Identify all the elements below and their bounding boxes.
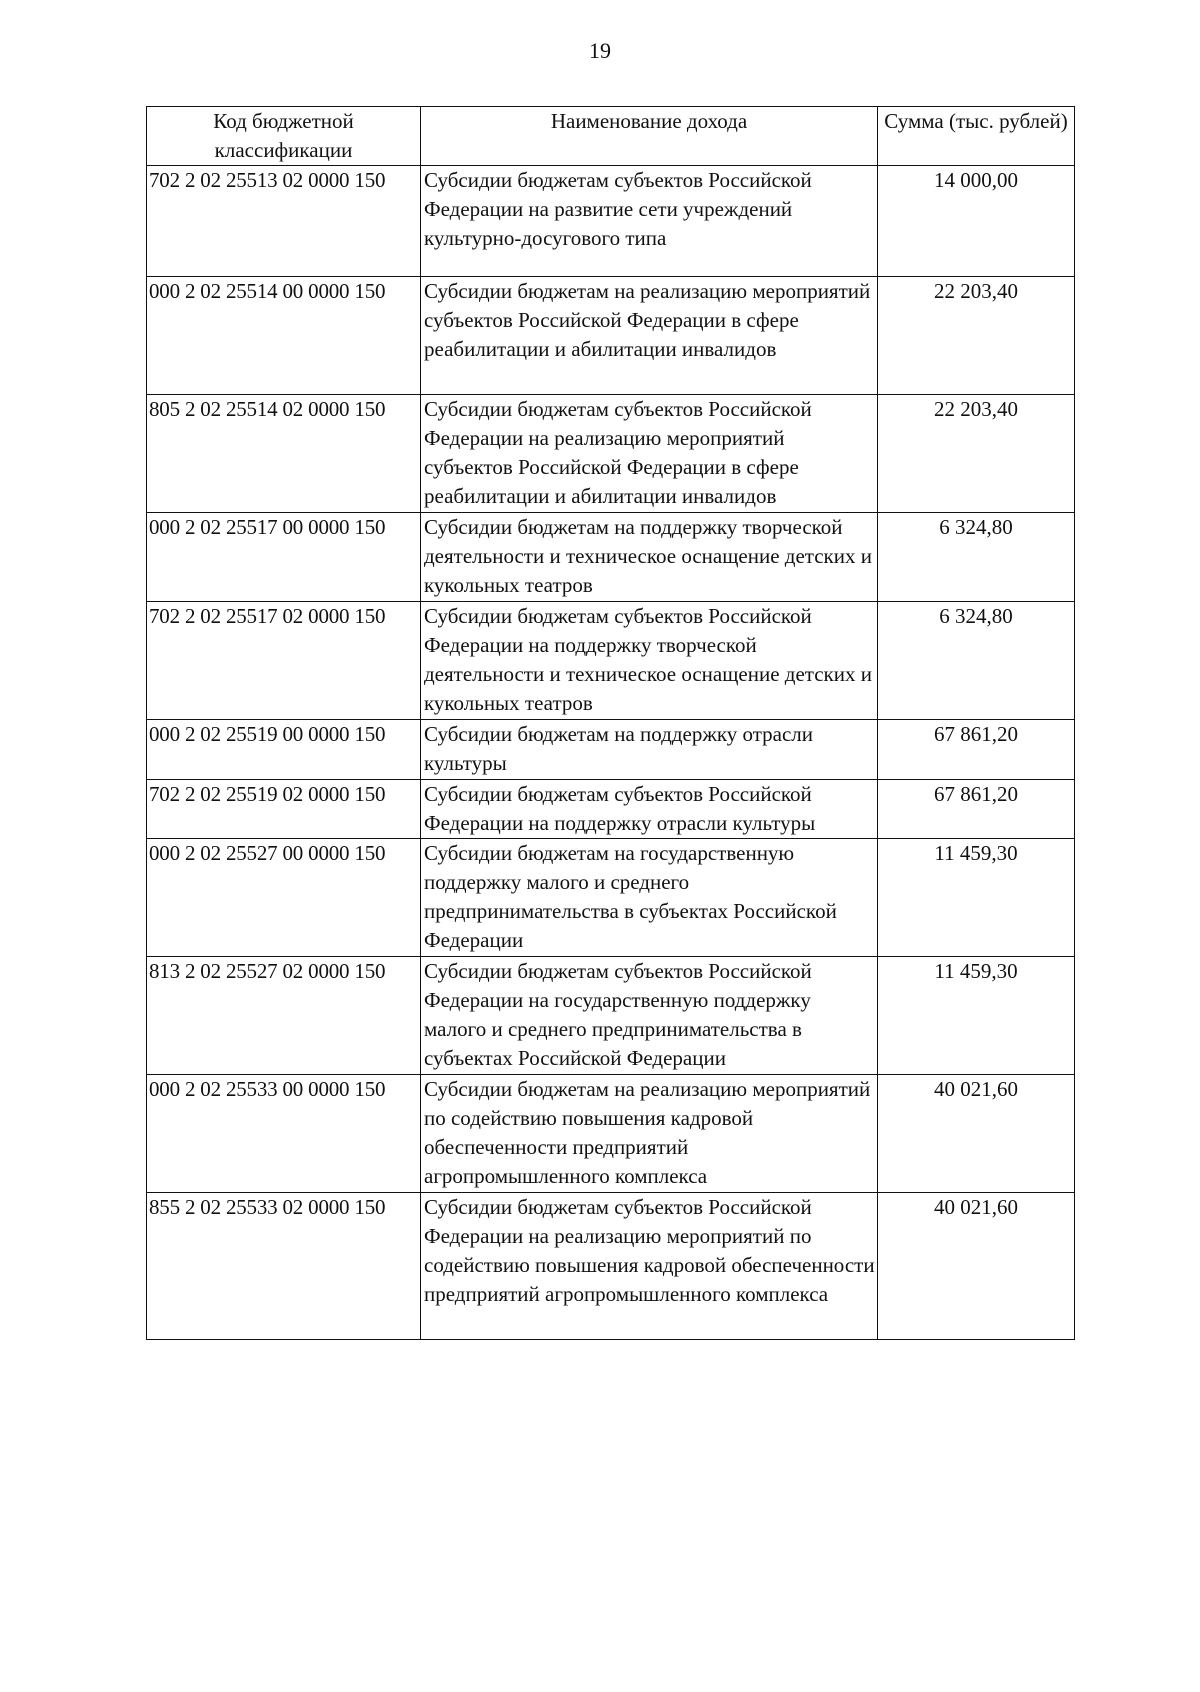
row-code: 813 2 02 25527 02 0000 150 [147,957,421,1075]
table-row [147,602,1075,720]
header-name: Наименование дохода [421,107,878,166]
table-row [147,1193,1075,1340]
row-amount: 6 324,80 [878,602,1075,720]
row-name: Субсидии бюджетам субъектов Российской Федерации на поддержку отрасли культуры [421,780,878,839]
table-row [147,720,1075,780]
row-amount: 6 324,80 [878,513,1075,602]
row-amount: 11 459,30 [878,957,1075,1075]
row-code: 805 2 02 25514 02 0000 150 [147,395,421,513]
row-name: Субсидии бюджетам субъектов Российской Федерации на реализацию мероприятий по содействию повышения кадровой обеспеченности предприятий агропромышленного комплекса [421,1193,878,1340]
row-name: Субсидии бюджетам субъектов Российской Федерации на поддержку творческой деятельности и техническое оснащение детских и кукольных театров [421,602,878,720]
row-name: Субсидии бюджетам на поддержку творческой деятельности и техническое оснащение детских и кукольных театров [421,513,878,602]
row-code: 000 2 02 25519 00 0000 150 [147,720,421,780]
row-name: Субсидии бюджетам на поддержку отрасли культуры [421,720,878,780]
row-code: 000 2 02 25517 00 0000 150 [147,513,421,602]
header-amount: Сумма (тыс. рублей) [878,107,1075,166]
row-code: 000 2 02 25527 00 0000 150 [147,839,421,957]
row-name: Субсидии бюджетам субъектов Российской Федерации на развитие сети учреждений культурно-досугового типа [421,166,878,277]
row-amount: 40 021,60 [878,1193,1075,1340]
row-name: Субсидии бюджетам субъектов Российской Федерации на реализацию мероприятий субъектов Российской Федерации в сфере реабилитации и абилитации инвалидов [421,395,878,513]
row-name: Субсидии бюджетам на государственную поддержку малого и среднего предпринимательства в субъектах Российской Федерации [421,839,878,957]
row-code: 702 2 02 25519 02 0000 150 [147,780,421,839]
row-amount: 40 021,60 [878,1075,1075,1193]
table-row [147,395,1075,513]
table-row [147,277,1075,395]
row-code: 000 2 02 25533 00 0000 150 [147,1075,421,1193]
page-number: 19 [589,38,611,63]
row-code: 000 2 02 25514 00 0000 150 [147,277,421,395]
table-row [147,839,1075,957]
row-code: 702 2 02 25513 02 0000 150 [147,166,421,277]
row-amount: 11 459,30 [878,839,1075,957]
row-code: 702 2 02 25517 02 0000 150 [147,602,421,720]
row-code: 855 2 02 25533 02 0000 150 [147,1193,421,1340]
row-amount: 67 861,20 [878,780,1075,839]
row-name: Субсидии бюджетам на реализацию мероприятий субъектов Российской Федерации в сфере реабилитации и абилитации инвалидов [421,277,878,395]
table-row [147,957,1075,1075]
header-code: Код бюджетной классификации [147,107,421,166]
row-name: Субсидии бюджетам на реализацию мероприятий по содействию повышения кадровой обеспеченности предприятий агропромышленного комплекса [421,1075,878,1193]
table-row [147,1075,1075,1193]
row-amount: 67 861,20 [878,720,1075,780]
row-amount: 22 203,40 [878,277,1075,395]
table-row [147,513,1075,602]
row-amount: 22 203,40 [878,395,1075,513]
row-name: Субсидии бюджетам субъектов Российской Федерации на государственную поддержку малого и среднего предпринимательства в субъектах Российской Федерации [421,957,878,1075]
row-amount: 14 000,00 [878,166,1075,277]
table-row [147,780,1075,839]
revenue-table [146,106,1075,1340]
table-header-row [147,107,1075,166]
table-row [147,166,1075,277]
